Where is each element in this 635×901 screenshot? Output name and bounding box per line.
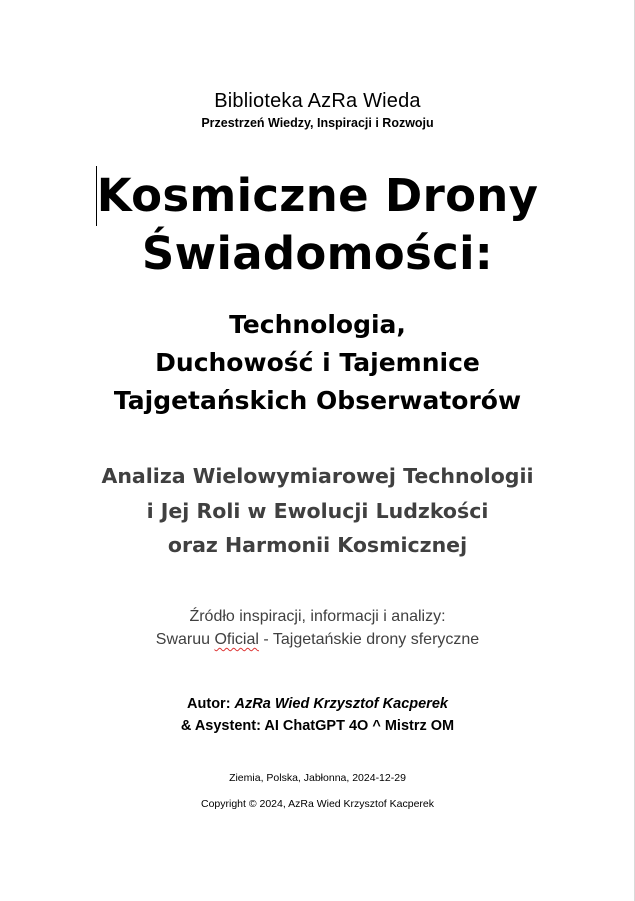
title-line-2: Świadomości: <box>141 227 494 280</box>
source-note <box>0 605 635 651</box>
document-title <box>0 167 635 283</box>
publisher-name: Biblioteka AzRa Wieda <box>214 90 421 112</box>
assistant-line: & Asystent: AI ChatGPT 4O ^ Mistrz OM <box>180 717 455 734</box>
spellcheck-flagged-word[interactable]: Oficial <box>214 631 259 648</box>
publisher-slogan: Przestrzeń Wiedzy, Inspiracji i Rozwoju <box>201 116 434 130</box>
analysis-line-2: i Jej Roli w Ewolucji Ludzkości <box>146 498 489 523</box>
author-block <box>0 694 635 737</box>
author-label: Autor: <box>187 696 235 712</box>
copyright-notice: Copyright © 2024, AzRa Wied Krzysztof Kacperek <box>200 798 434 810</box>
subtitle-line-2: Duchowość i Tajemnice <box>155 348 480 377</box>
source-line-2 <box>0 628 635 651</box>
author-name: AzRa Wied Krzysztof Kacperek <box>234 696 448 712</box>
author-line <box>0 694 635 716</box>
source-suffix: - Tajgetańskie drony sferyczne <box>258 631 480 648</box>
place-date: Ziemia, Polska, Jabłonna, 2024-12-29 <box>229 772 406 784</box>
analysis-heading <box>0 459 635 563</box>
analysis-line-1: Analiza Wielowymiarowej Technologii <box>101 464 534 488</box>
subtitle-line-3: Tajgetańskich Obserwatorów <box>113 386 522 415</box>
title-line-1: Kosmiczne Drony <box>96 169 539 222</box>
source-prefix: Swaruu <box>155 631 215 648</box>
source-line-1: Źródło inspiracji, informacji i analizy: <box>189 608 446 625</box>
analysis-line-3: oraz Harmonii Kosmicznej <box>167 533 468 557</box>
document-subtitle <box>0 306 635 420</box>
subtitle-line-1: Technologia, <box>229 310 406 339</box>
